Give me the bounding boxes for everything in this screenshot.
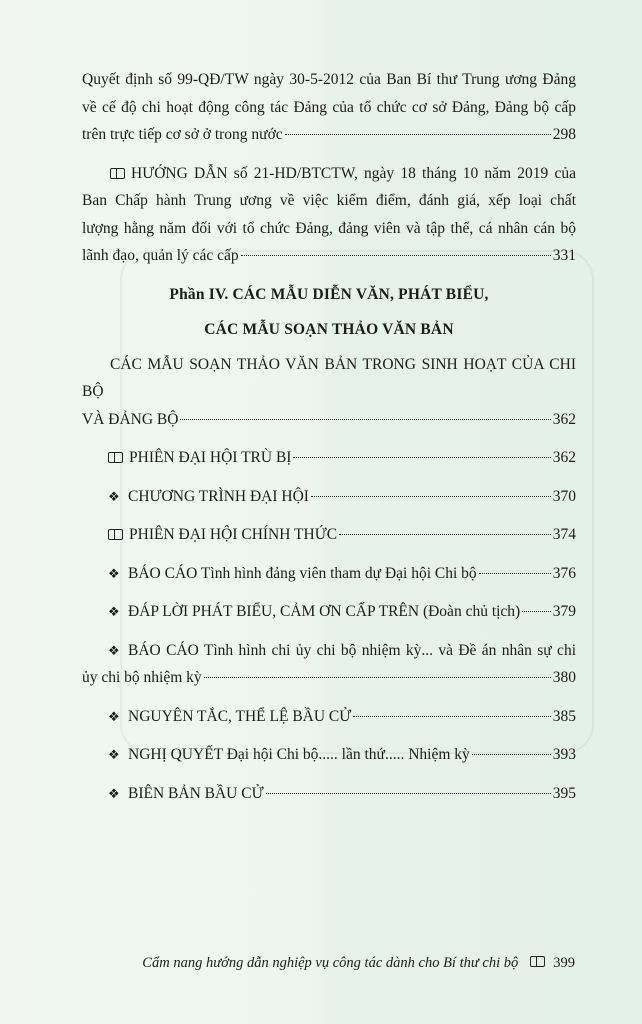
toc-line [82,160,576,188]
toc-item [82,444,576,472]
toc-item-text: ĐÁP LỜI PHÁT BIỂU, CẢM ƠN CẤP TRÊN (Đoàn chủ tịch) [128,603,521,620]
toc-line: Ban Chấp hành Trung ương về việc kiểm điểm, đánh giá, xếp loại chất [82,192,576,209]
toc-item-text: CHƯƠNG TRÌNH ĐẠI HỘI [128,487,309,505]
toc-line-leader [108,598,576,626]
toc-entry-decision-99 [82,66,576,149]
toc-item-text: PHIÊN ĐẠI HỘI TRÙ BỊ [129,449,292,466]
dot-leader [180,419,550,420]
footer-title: Cẩm nang hướng dẫn nghiệp vụ công tác dành cho Bí thư chi bộ [142,955,519,971]
page-number: 362 [552,449,576,466]
toc-line: ủy chi bộ nhiệm kỳ [82,669,202,686]
diamond-bullet-icon: ❖ [108,785,120,801]
toc-line: CÁC MẪU SOẠN THẢO VĂN BẢN TRONG SINH HOẠT CỦA CHI BỘ [82,355,576,400]
toc-item [82,483,576,511]
toc-line-leader [108,703,576,731]
dot-leader [204,677,551,678]
toc-entry-guide-21 [82,160,576,270]
dot-leader [285,134,551,135]
page-number: 379 [552,603,576,620]
page-number: 380 [552,669,576,686]
toc-item-text: NGUYÊN TẮC, THỂ LỆ BẦU CỬ [128,707,352,725]
dot-leader [339,534,551,535]
part-subheading: CÁC MẪU SOẠN THẢO VĂN BẢN [204,320,454,338]
toc-line-leader [108,521,576,549]
running-footer [70,955,575,972]
toc-item [82,521,576,549]
toc-item [82,703,576,731]
diamond-bullet-icon: ❖ [108,488,120,504]
toc-line: về cế độ chi hoạt động công tác Đảng của tổ chức cơ sở Đảng, Đảng bộ cấp [82,98,576,116]
toc-line-leader [82,664,576,692]
toc-item-title [108,598,520,626]
toc-item [82,780,576,808]
toc-item-title [108,780,264,808]
toc-line-leader [108,741,576,769]
toc-line-leader [108,483,576,511]
toc-item-text: PHIÊN ĐẠI HỘI CHÍNH THỨC [129,526,338,543]
toc-item-title [108,483,309,511]
dot-leader [479,573,551,574]
dot-leader [241,255,551,256]
dot-leader [266,793,551,794]
footer-page-number: 399 [553,955,575,971]
diamond-bullet-icon: ❖ [108,747,120,762]
toc-line-leader [82,242,576,270]
toc-item [82,598,576,626]
page-number: 331 [552,247,576,264]
page-number: 385 [552,707,576,725]
dot-leader [293,457,550,458]
table-of-contents [82,66,576,818]
toc-item-text: NGHỊ QUYẾT Đại hội Chi bộ..... lần thứ..... Nhiệm kỳ [128,746,470,763]
toc-item [82,637,576,692]
book-icon [108,529,123,540]
page-number: 370 [552,487,576,505]
page-number: 374 [552,526,576,543]
toc-item-title [108,741,470,769]
dot-leader [311,496,551,497]
page-number: 298 [552,126,576,143]
toc-item-title [108,521,337,549]
toc-line: lãnh đạo, quản lý các cấp [82,247,239,264]
toc-item-text: BÁO CÁO Tình hình chi ủy chi bộ nhiệm kỳ... và Đề án nhân sự chi [128,641,576,659]
toc-line-leader [82,406,576,434]
page-number: 362 [552,410,576,428]
diamond-bullet-icon: ❖ [108,604,120,619]
toc-item-title [108,444,291,472]
toc-line-leader [108,560,576,588]
book-icon [110,168,125,179]
toc-item-text: BIÊN BẢN BẦU CỬ [128,784,264,802]
dot-leader [353,716,550,717]
part-heading: Phần IV. CÁC MẪU DIỄN VĂN, PHÁT BIỂU, [169,285,489,303]
page-number: 376 [552,564,576,582]
dot-leader [522,611,551,612]
toc-line: VÀ ĐẢNG BỘ [82,410,179,428]
toc-line: Quyết định số 99-QĐ/TW ngày 30-5-2012 của Ban Bí thư Trung ương Đảng [82,71,576,88]
dot-leader [472,754,551,755]
diamond-bullet-icon: ❖ [108,708,120,724]
toc-item [82,741,576,769]
toc-line-leader [108,444,576,472]
book-icon [108,452,123,463]
toc-item-text: BÁO CÁO Tình hình đảng viên tham dự Đại hội Chi bộ [128,564,477,582]
toc-line: trên trực tiếp cơ sở ở trong nước [82,126,283,143]
diamond-bullet-icon: ❖ [108,642,120,658]
book-icon [530,956,545,967]
page-number: 393 [552,746,576,763]
diamond-bullet-icon: ❖ [108,565,120,581]
toc-item [82,560,576,588]
toc-item-title [108,560,477,588]
toc-line-text: HƯỚNG DẪN số 21-HD/BTCTW, ngày 18 tháng 10 năm 2019 của [131,164,576,182]
toc-item-title [108,703,351,731]
page-number: 395 [552,784,576,802]
toc-line: lượng hằng năm đối với tổ chức Đảng, đảng viên và tập thể, cá nhân cán bộ [82,219,576,237]
toc-line-leader [108,780,576,808]
toc-line [82,637,576,665]
toc-line-leader [82,121,576,149]
toc-entry-templates [82,351,576,434]
